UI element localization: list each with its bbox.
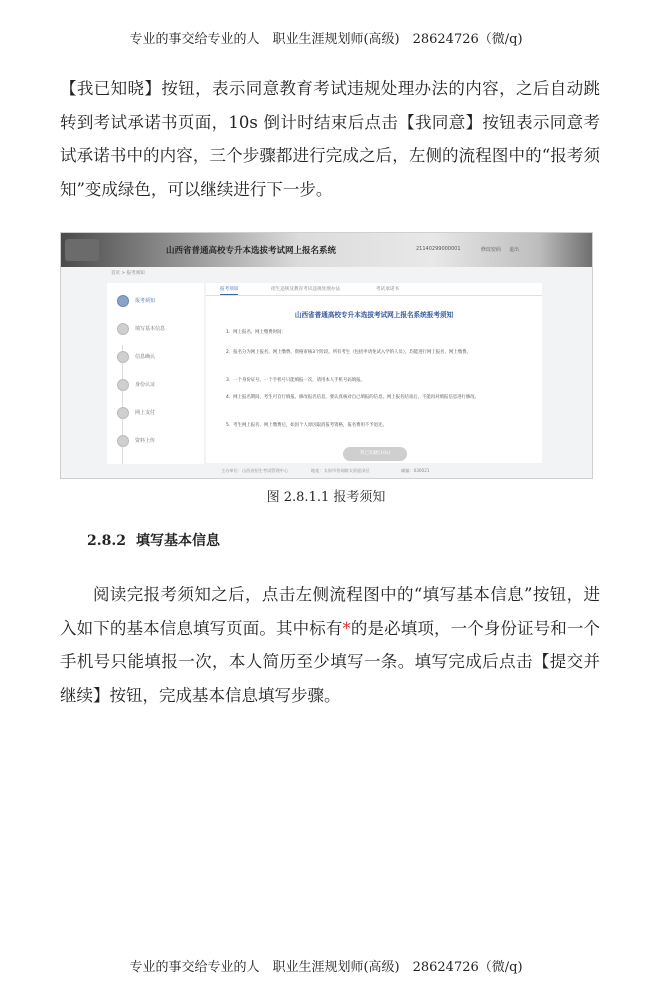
step-label: 资料上传 [135, 438, 156, 444]
screenshot-tabs [206, 283, 542, 296]
paragraph-2 [60, 578, 600, 712]
step-dot-icon [117, 379, 129, 391]
paragraph-1: 【我已知晓】按钮，表示同意教育考试违规处理办法的内容，之后自动跳转到考试承诺书页面，10s 倒计时结束后点击【我同意】按钮表示同意考试承诺书中的内容，三个步骤都进行完成之后，左侧的流程图中的“报考须知”变成绿色，可以继续进行下一步。 [60, 79, 600, 199]
paragraph-2-part-2: 的是必填项，一个身份证号和一个手机号只能填报一次，本人简历至少填写一条。填写完成后点击【提交并继续】按钮，完成基本信息填写步骤。 [60, 618, 601, 705]
step-label: 报考须知 [135, 298, 156, 304]
page-header: 专业的事交给专业的人 职业生涯规划师(高级) 28624726（微/q) [129, 32, 523, 47]
paragraph-2-part-1: 阅读完报考须知之后，点击左侧流程图中的“填写基本信息”按钮，进入如下的基本信息填写页面。其中标有 [60, 585, 600, 638]
step-label: 网上支付 [135, 410, 156, 416]
screenshot-main-panel [206, 283, 542, 463]
footer-organizer: 主办单位：山西省招生考试管理中心 [221, 468, 289, 473]
footer-address: 地址：太原市晋祠路太原迎泽区 [311, 468, 370, 473]
step-dot-icon [117, 323, 129, 335]
logo-icon [65, 239, 99, 261]
acknowledge-button[interactable]: 我已知晓(10s) [343, 447, 407, 461]
notice-line: 1．网上报名、网上缴费时间： [226, 330, 286, 335]
step-label: 信息确认 [135, 354, 156, 360]
screenshot-change-password[interactable]: 修改密码 [481, 247, 502, 253]
screenshot-system-title: 山西省普通高校专升本选拔考试网上报名系统 [166, 246, 337, 256]
section-heading [87, 530, 220, 550]
notice-line: 5．考生网上报名、网上缴费后，如因个人原因取消报考资格，报名费用不予退还。 [226, 423, 387, 428]
screenshot-banner [61, 233, 592, 267]
screenshot-footer [61, 464, 592, 478]
section-title: 填写基本信息 [135, 533, 220, 549]
screenshot-user-id: 21140299000001 [416, 246, 461, 252]
footer-postcode: 邮编：030021 [401, 468, 430, 473]
notice-line: 3．一个身份证号、一个手机号只能填报一次，请用本人手机号码填报。 [226, 378, 365, 383]
figure-caption: 图 2.8.1.1 报考须知 [266, 490, 386, 505]
step-label: 身份认证 [135, 382, 156, 388]
step-dot-icon [117, 407, 129, 419]
tab-pledge[interactable]: 考试承诺书 [376, 287, 399, 292]
tab-notice[interactable]: 报考须知 [220, 286, 238, 295]
step-label: 填写基本信息 [135, 326, 166, 332]
screenshot-figure [60, 232, 593, 479]
page-footer: 专业的事交给专业的人 职业生涯规划师(高级) 28624726（微/q) [129, 960, 523, 975]
screenshot-breadcrumb: 首页 > 报考须知 [111, 271, 145, 276]
required-star: * [342, 618, 351, 638]
section-number: 2.8.2 [87, 533, 126, 549]
step-dot-icon [117, 351, 129, 363]
screenshot-step-sidebar [107, 283, 204, 478]
notice-line: 4．网上报名期间，考生可自行填报、修改报名信息，要认真核对自己填报的信息，网上报名结束后，不能再对填报信息进行修改。 [226, 395, 480, 400]
tab-violation[interactable]: 招生违规及教育考试违规处理办法 [271, 287, 340, 292]
step-dot-icon [117, 295, 129, 307]
notice-title: 山西省普通高校专升本选拔考试网上报名系统报考须知 [294, 311, 454, 319]
screenshot-logout[interactable]: 退出 [509, 247, 520, 253]
step-dot-icon [117, 435, 129, 447]
notice-line: 2．报名分为网上报名、网上缴费、资格审核3个阶段。所有考生（包括申请免试入学的人员），均能进行网上报名、网上缴费。 [226, 350, 471, 355]
